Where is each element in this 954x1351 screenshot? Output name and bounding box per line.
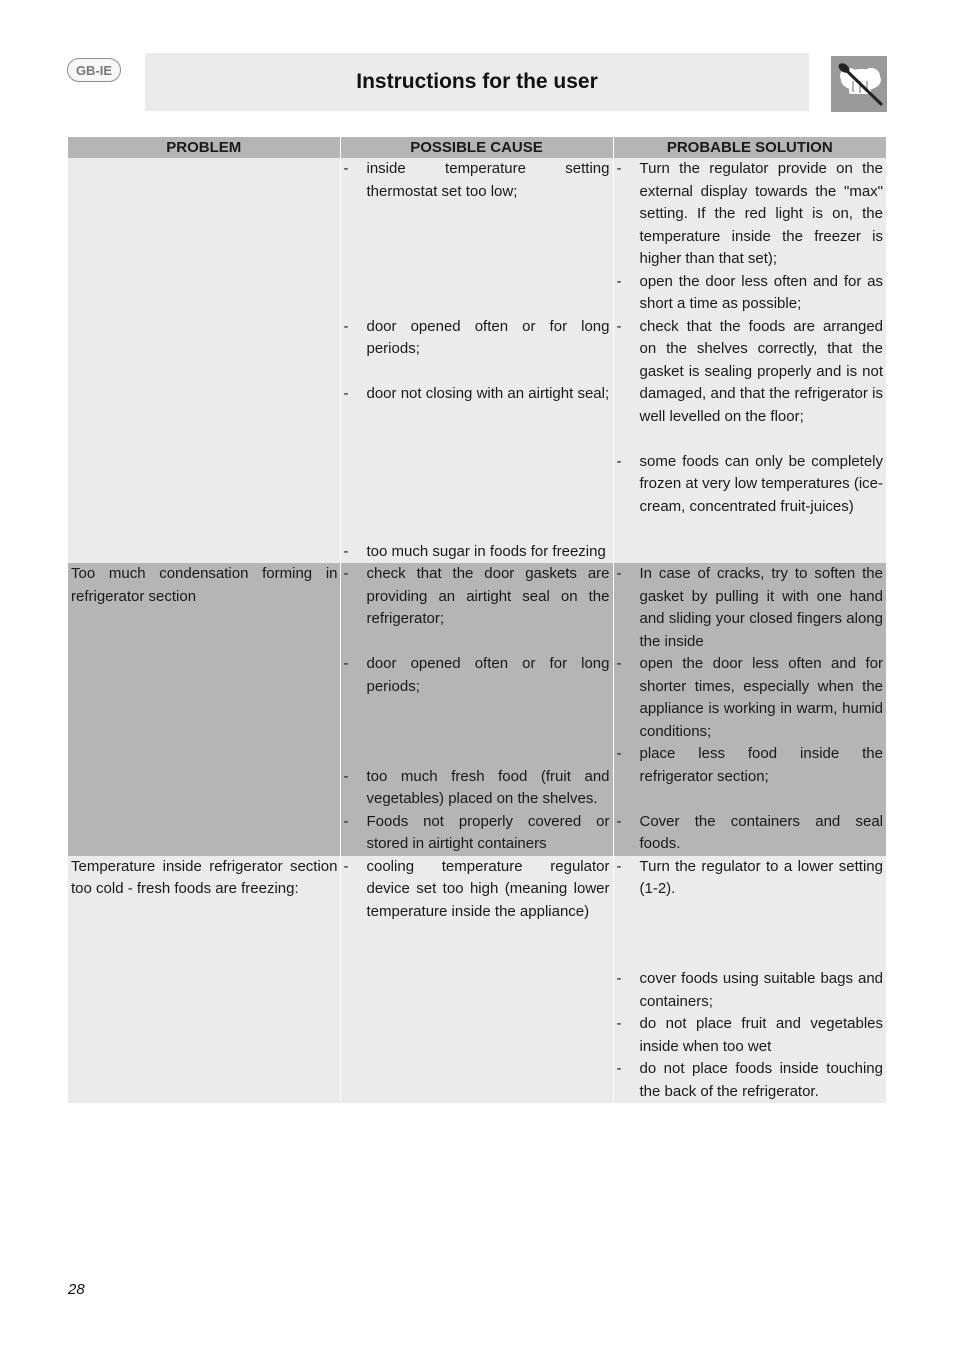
list-item-text: Turn the regulator to a lower setting (1-2). xyxy=(639,857,883,897)
dash-bullet: - xyxy=(343,655,349,672)
cause-cell xyxy=(340,856,613,1104)
dash-bullet: - xyxy=(616,317,622,335)
page-title: Instructions for the user xyxy=(356,70,598,93)
list-item xyxy=(341,766,613,811)
dash-bullet: - xyxy=(343,385,349,402)
line-spacer xyxy=(341,361,613,384)
list-item xyxy=(341,856,613,924)
line-spacer xyxy=(341,293,613,316)
dash-bullet: - xyxy=(616,160,622,177)
list-item-text: Turn the regulator provide on the external display towards the "max" setting. If the red light is on, the temperature inside the freezer is higher than that set); xyxy=(639,160,883,267)
list-item xyxy=(614,653,887,743)
list-item-text: too much fresh food (fruit and vegetables) placed on the shelves. xyxy=(366,767,610,807)
list-item-text: door opened often or for long periods; xyxy=(366,317,610,357)
list-item xyxy=(614,743,887,788)
table-row xyxy=(68,158,886,563)
list-item xyxy=(614,563,887,653)
line-spacer xyxy=(614,901,887,924)
cause-cell xyxy=(340,158,613,563)
line-spacer xyxy=(341,743,613,766)
list-item-text: door opened often or for long periods; xyxy=(366,655,610,695)
table-header-row xyxy=(68,137,886,158)
solution-cell xyxy=(613,856,886,1104)
line-spacer xyxy=(341,631,613,654)
line-spacer xyxy=(341,226,613,249)
dash-bullet: - xyxy=(616,1060,622,1077)
list-item-text: check that the door gaskets are providing an airtight seal on the refrigerator; xyxy=(366,565,610,627)
list-item xyxy=(341,653,613,698)
cause-cell xyxy=(340,563,613,856)
list-item-text: Cover the containers and seal foods. xyxy=(639,812,883,852)
list-item-text: inside temperature setting thermostat set too low; xyxy=(366,160,610,200)
dash-bullet: - xyxy=(616,970,622,987)
dash-bullet: - xyxy=(343,160,349,177)
list-item-text: some foods can only be completely frozen at very low temperatures (ice-cream, concentrated fruit-juices) xyxy=(639,452,883,515)
dash-bullet: - xyxy=(616,452,622,470)
dash-bullet: - xyxy=(616,812,622,830)
line-spacer xyxy=(341,406,613,429)
list-item xyxy=(614,811,887,856)
table-row xyxy=(68,856,886,1104)
list-item xyxy=(614,1058,887,1103)
line-spacer xyxy=(614,946,887,969)
line-spacer xyxy=(341,203,613,226)
list-item xyxy=(614,451,887,519)
line-spacer xyxy=(614,428,887,451)
list-item xyxy=(614,158,887,271)
list-item xyxy=(341,563,613,631)
list-item-text: too much sugar in foods for freezing xyxy=(366,542,606,560)
dash-bullet: - xyxy=(616,655,622,672)
header-bar xyxy=(145,53,809,111)
line-spacer xyxy=(341,721,613,744)
line-spacer xyxy=(341,496,613,519)
list-item xyxy=(614,968,887,1013)
table-row xyxy=(68,563,886,856)
dash-bullet: - xyxy=(343,812,349,830)
page-number: 28 xyxy=(68,1281,85,1298)
list-item xyxy=(341,316,613,361)
list-item-text: In case of cracks, try to soften the gasket by pulling it with one hand and sliding your closed fingers along the inside xyxy=(639,565,883,650)
dash-bullet: - xyxy=(343,857,349,875)
list-item xyxy=(341,811,613,856)
dash-bullet: - xyxy=(343,542,349,560)
list-item-text: door not closing with an airtight seal; xyxy=(366,385,610,402)
column-header-probable-solution: PROBABLE SOLUTION xyxy=(613,137,886,158)
list-item-text: cover foods using suitable bags and containers; xyxy=(639,970,883,1010)
dash-bullet: - xyxy=(616,745,622,762)
list-item-text: cooling temperature regulator device set too high (meaning lower temperature inside the appliance) xyxy=(366,857,610,920)
list-item xyxy=(341,383,613,406)
troubleshooting-table xyxy=(68,137,886,1103)
list-item-text: Foods not properly covered or stored in airtight containers xyxy=(366,812,610,852)
list-item-text: do not place fruit and vegetables inside when too wet xyxy=(639,1015,883,1055)
list-item xyxy=(614,1013,887,1058)
solution-cell xyxy=(613,563,886,856)
line-spacer xyxy=(614,788,887,811)
list-item-text: check that the foods are arranged on the shelves correctly, that the gasket is sealing properly and is not damaged, and that the refrigerator is well levelled on the floor; xyxy=(639,317,883,425)
line-spacer xyxy=(341,428,613,451)
dash-bullet: - xyxy=(616,565,622,582)
column-header-possible-cause: POSSIBLE CAUSE xyxy=(340,137,613,158)
problem-cell: Temperature inside refrigerator section too cold - fresh foods are freezing: xyxy=(68,856,340,1104)
dash-bullet: - xyxy=(616,272,622,290)
list-item xyxy=(614,271,887,316)
column-header-problem: PROBLEM xyxy=(68,137,340,158)
list-item-text: open the door less often and for as short a time as possible; xyxy=(639,272,883,312)
problem-cell: Too much condensation forming in refrigerator section xyxy=(68,563,340,856)
line-spacer xyxy=(614,923,887,946)
line-spacer xyxy=(341,271,613,294)
list-item xyxy=(341,158,613,203)
list-item-text: open the door less often and for shorter times, especially when the appliance is working in warm, humid conditions; xyxy=(639,655,883,740)
dash-bullet: - xyxy=(616,1015,622,1032)
line-spacer xyxy=(341,518,613,541)
line-spacer xyxy=(341,451,613,474)
dash-bullet: - xyxy=(343,317,349,335)
solution-cell xyxy=(613,158,886,563)
list-item-text: do not place foods inside touching the back of the refrigerator. xyxy=(639,1060,883,1100)
line-spacer xyxy=(341,248,613,271)
line-spacer xyxy=(341,698,613,721)
list-item xyxy=(614,856,887,901)
problem-cell xyxy=(68,158,340,563)
line-spacer xyxy=(341,473,613,496)
dash-bullet: - xyxy=(343,767,349,785)
list-item xyxy=(341,541,613,564)
dash-bullet: - xyxy=(616,857,622,875)
dash-bullet: - xyxy=(343,565,349,582)
language-badge: GB-IE xyxy=(67,58,121,82)
list-item xyxy=(614,316,887,429)
chef-spoon-icon xyxy=(831,56,887,112)
list-item-text: place less food inside the refrigerator section; xyxy=(639,745,883,785)
